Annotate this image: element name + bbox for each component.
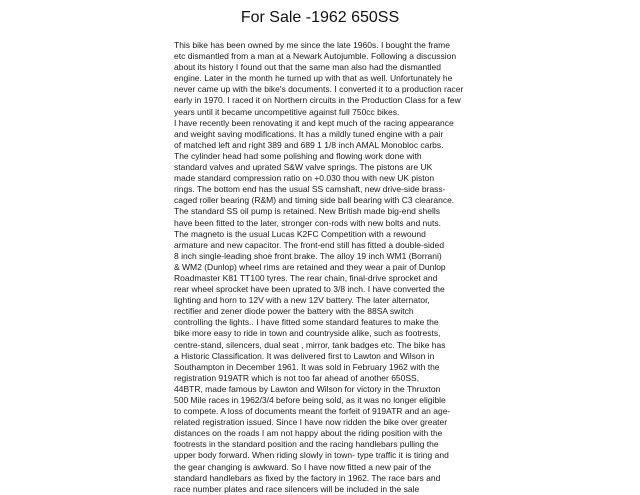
- text-line: distances on the roads I am not happy about the riding position with the: [174, 428, 443, 439]
- text-line: Southampton in December 1961. It was sold in February 1962 with the: [174, 361, 440, 372]
- text-line: rings. The bottom end has the usual SS camshaft, new drive-side brass-: [174, 184, 446, 195]
- text-line: etc dismantled from a man at a Newark Autojumble. Following a discussion: [174, 51, 457, 62]
- text-line: lighting and horn to 12V with a new 12V battery. The later alternator,: [174, 295, 430, 306]
- text-line: rear wheel sprocket have been uprated to 3/8 inch. I have converted the: [174, 284, 445, 295]
- text-line: upper body forward. When riding slowly in town- type traffic it is tiring and: [174, 450, 449, 461]
- text-line: about its history I found out that the same man also had the dismantled: [174, 62, 441, 73]
- text-line: centre-stand, silencers, dual seat , mirror, tank badges etc. The bike has: [174, 339, 446, 350]
- text-line: engine. Later in the month he turned up with that as well. Unfortunately he: [174, 73, 453, 84]
- text-line: race number plates and race silencers will be included in the sale: [174, 483, 420, 494]
- text-line: a Historic Classification. It was delivered first to Lawton and Wilson in: [174, 350, 435, 361]
- text-line: armature and new capacitor. The front-end still has fitted a double-sided: [174, 239, 445, 250]
- text-line: bike more easy to ride in town and countryside alike, such as footrests,: [174, 328, 441, 339]
- text-line: & WM2 (Dunlop) wheel rims are retained and they wear a pair of Dunlop: [174, 261, 446, 272]
- text-line: standard handlebars as fixed by the factory in 1962. The race bars and: [174, 472, 441, 483]
- text-line: controlling the lights.. I have fitted some standard features to make the: [174, 317, 439, 328]
- text-line: The cylinder head had some polishing and flowing work done with: [174, 150, 422, 161]
- text-line: This bike has been owned by me since the late 1960s. I bought the frame: [174, 40, 450, 50]
- text-line: caged roller bearing (R&M) and timing side ball bearing with C3 clearance.: [174, 195, 455, 206]
- text-line: related registration issued. Since I have now ridden the bike over greater: [174, 417, 448, 428]
- text-line: early in 1970. I raced it on Northern circuits in the Production Class for a few: [174, 95, 461, 106]
- text-line: Roadmaster K81 TT100 tyres. The rear chain, final-drive sprocket and: [174, 272, 438, 283]
- text-line: 8 inch single-leading shoe front brake. The alloy 19 inch WM1 (Borrani): [174, 250, 442, 261]
- text-line: The standard SS oil pump is retained. New British made big-end shells: [174, 206, 440, 217]
- page-title: For Sale -1962 650SS: [240, 9, 400, 26]
- text-line: standard valves and uprated S&W valve springs. The pistons are UK: [174, 162, 433, 173]
- text-line: registration 919ATR which is not too far ahead of another 650SS,: [174, 372, 420, 383]
- text-line: of matched left and right 389 and 689 1 1/8 inch AMAL Monobloc carbs.: [174, 139, 444, 150]
- text-line: rectifier and zener diode power the battery with the 88SA switch: [174, 306, 414, 317]
- text-line: years until it became uncompetitive against full 750cc bikes.: [174, 106, 400, 117]
- text-line: I have recently been renovating it and kept much of the racing appearance: [174, 117, 454, 128]
- text-line: 44BTR, made famous by Lawton and Wilson for victory in the Thruxton: [174, 383, 441, 394]
- text-line: and weight saving modifications. It has a mildly tuned engine with a pair: [174, 128, 444, 139]
- text-line: have been fitted to the later, stronger con-rods with new bolts and nuts.: [174, 217, 441, 228]
- text-line: The magneto is the usual Lucas K2FC Competition with a rewound: [174, 228, 426, 239]
- text-line: never came up with the bike's documents. I converted it to a production racer: [174, 84, 464, 95]
- text-line: the gear changing is awkward. So I have now fitted a new pair of the: [174, 461, 432, 472]
- text-line: made standard compression ratio on +0.030 thou with new UK piston: [174, 173, 435, 184]
- body-text: [174, 40, 474, 495]
- text-line: footrests in the standard position and the racing handlebars pulling the: [174, 439, 439, 450]
- text-line: to compete. A loss of documents meant the forfeit of 919ATR and an age-: [174, 406, 451, 417]
- text-line: 500 Mile races in 1962/3/4 before being sold, as it was no longer eligible: [174, 395, 446, 405]
